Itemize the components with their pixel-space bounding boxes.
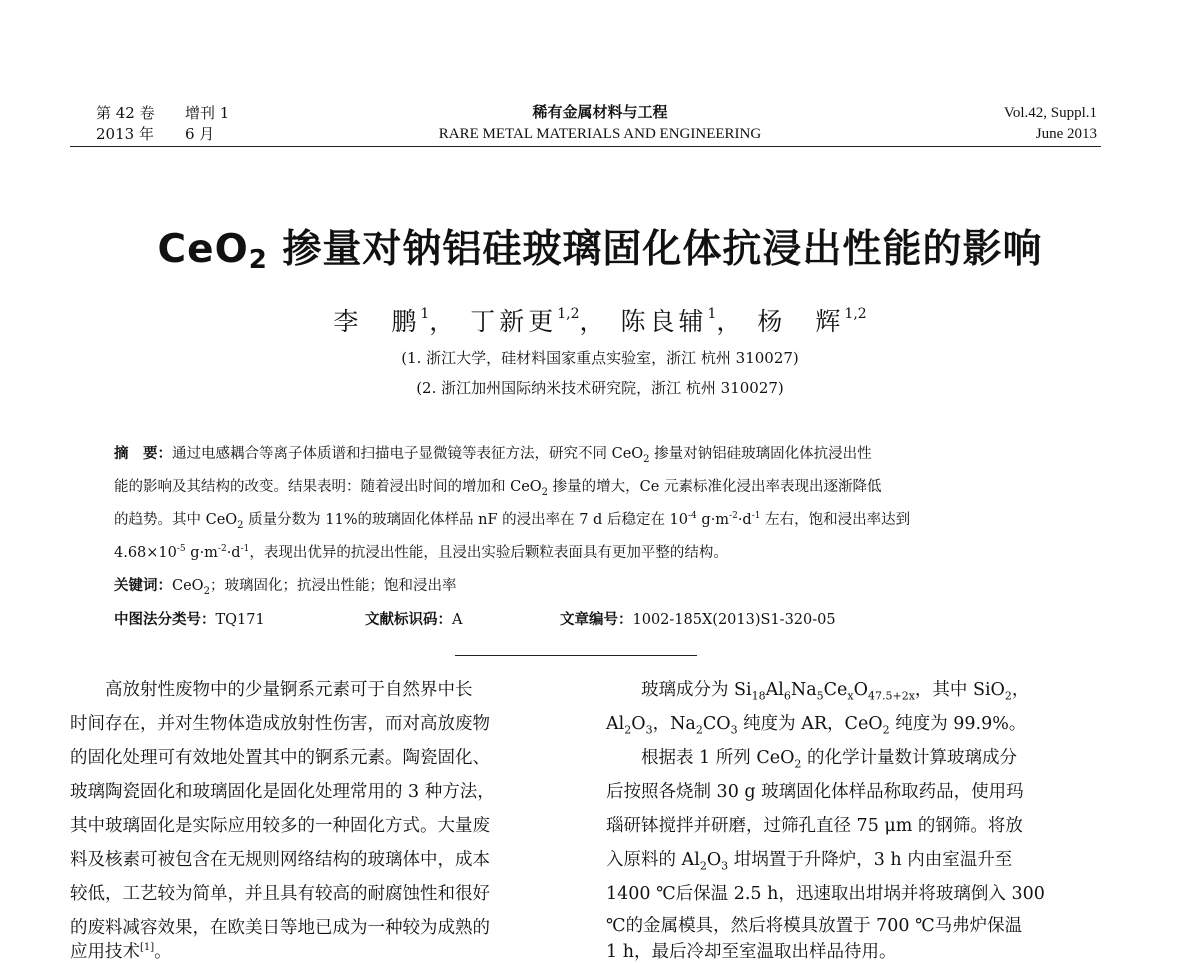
abstract-line: 的趋势。其中 CeO$_2$ 质量分数为 11%的玻璃固化体样品 nF 的浸出率在 7 d 后稳定在 $10^{-4}$ $g\cdot m^{-2}\cdot d^{-1}$ 左右，饱和浸出率达到 [114, 511, 911, 531]
volume-en: Vol.42, Suppl.1 [1003, 105, 1097, 121]
body-line: 时间存在，并对生物体造成放射性伤害，而对高放废物 [70, 714, 490, 734]
article-number: 文章编号：1002-185X(2013)S1-320-05 [560, 612, 836, 628]
year-label: 2013 年 [96, 125, 154, 143]
keywords-line: 关键词：CeO$_2$；玻璃固化；抗浸出性能；饱和浸出率 [114, 578, 457, 597]
body-line: 入原料的 $Al_2O_3$ 坩埚置于升降炉，3 h 内由室温升至 [606, 850, 1013, 873]
body-line: ℃的金属模具，然后将模具放置于 700 ℃马弗炉保温 [606, 916, 1023, 936]
author-list: 李 鹏$^1$， 丁新更$^{1,2}$， 陈良辅$^1$， 杨 辉$^{1,2}$ [333, 306, 867, 336]
issue-label: 增刊 1 [185, 104, 230, 122]
abstract-rule [455, 655, 697, 656]
clc-number: 中图法分类号：TQ171 [114, 612, 265, 628]
header-rule [70, 146, 1101, 147]
document-code: 文献标识码：A [365, 612, 463, 628]
author-affil-mark: 1 [420, 306, 430, 322]
body-line: 根据表 1 所列 CeO$_2$ 的化学计量数计算玻璃成分 [606, 748, 1017, 771]
body-line: $Al_2O_3$，$Na_2CO_3$ 纯度为 AR，CeO$_2$ 纯度为 99.9%。 [606, 714, 1027, 737]
affiliation-2: (2. 浙江加州国际纳米技术研究院，浙江 杭州 310027) [416, 379, 784, 397]
body-line: 后按照各烧制 30 g 玻璃固化体样品称取药品，使用玛 [606, 782, 1024, 802]
date-en: June 2013 [1035, 126, 1097, 142]
body-line: 瑙研钵搅拌并研磨，过筛孔直径 75 μm 的钢筛。将放 [606, 816, 1023, 836]
body-line: 其中玻璃固化是实际应用较多的一种固化方式。大量废 [70, 816, 490, 836]
body-line: 应用技术[1]。 [70, 942, 172, 962]
abstract-label: 摘 要： [114, 446, 172, 462]
volume-label: 第 42 卷 [96, 104, 155, 122]
abstract-line: 能的影响及其结构的改变。结果表明：随着浸出时间的增加和 CeO$_2$ 掺量的增大，Ce 元素标准化浸出率表现出逐渐降低 [114, 479, 882, 498]
author-affil-mark: 1,2 [844, 306, 867, 322]
body-line: 的固化处理可有效地处置其中的锕系元素。陶瓷固化、 [70, 748, 490, 768]
body-line: 玻璃陶瓷固化和玻璃固化是固化处理常用的 3 种方法， [70, 782, 495, 802]
affiliation-1: (1. 浙江大学，硅材料国家重点实验室，浙江 杭州 310027) [401, 349, 799, 367]
body-line: 较低，工艺较为简单，并且具有较高的耐腐蚀性和很好 [70, 884, 490, 904]
abstract-line: 摘 要：通过电感耦合等离子体质谱和扫描电子显微镜等表征方法，研究不同 CeO$_2$ 掺量对钠铝硅玻璃固化体抗浸出性 [114, 446, 872, 465]
month-label: 6 月 [185, 125, 215, 143]
journal-title-en: RARE METAL MATERIALS AND ENGINEERING [438, 126, 762, 142]
body-line: 高放射性废物中的少量锕系元素可于自然界中长 [70, 680, 473, 700]
author-name: 杨 辉 [757, 307, 845, 336]
body-line: 1 h，最后冷却至室温取出样品待用。 [606, 942, 897, 962]
body-line: 的废料减容效果，在欧美日等地已成为一种较为成熟的 [70, 918, 490, 938]
author-name: 丁新更 [470, 307, 558, 336]
keywords-label: 关键词： [114, 578, 172, 594]
journal-title-cn: 稀有金属材料与工程 [532, 103, 668, 121]
body-line: 1400 ℃后保温 2.5 h，迅速取出坩埚并将玻璃倒入 300 [606, 884, 1045, 904]
paper-title: CeO$_2$ 掺量对钠铝硅玻璃固化体抗浸出性能的影响 [157, 227, 1043, 275]
author-name: 陈良辅 [620, 307, 708, 336]
author-affil-mark: 1,2 [557, 306, 580, 322]
body-line: 料及核素可被包含在无规则网络结构的玻璃体中，成本 [70, 850, 490, 870]
author-name: 李 鹏 [333, 307, 421, 336]
body-line: 玻璃成分为 $Si_{18}Al_6Na_5Ce_xO_{47.5+2x}$，其中 SiO$_2$， [606, 680, 1030, 703]
author-affil-mark: 1 [707, 306, 717, 322]
citation-ref: [1] [140, 942, 155, 954]
abstract-line: $4.68\times 10^{-5}$ $g\cdot m^{-2}\cdot d^{-1}$，表现出优异的抗浸出性能，且浸出实验后颗粒表面具有更加平整的结构。 [114, 544, 728, 561]
